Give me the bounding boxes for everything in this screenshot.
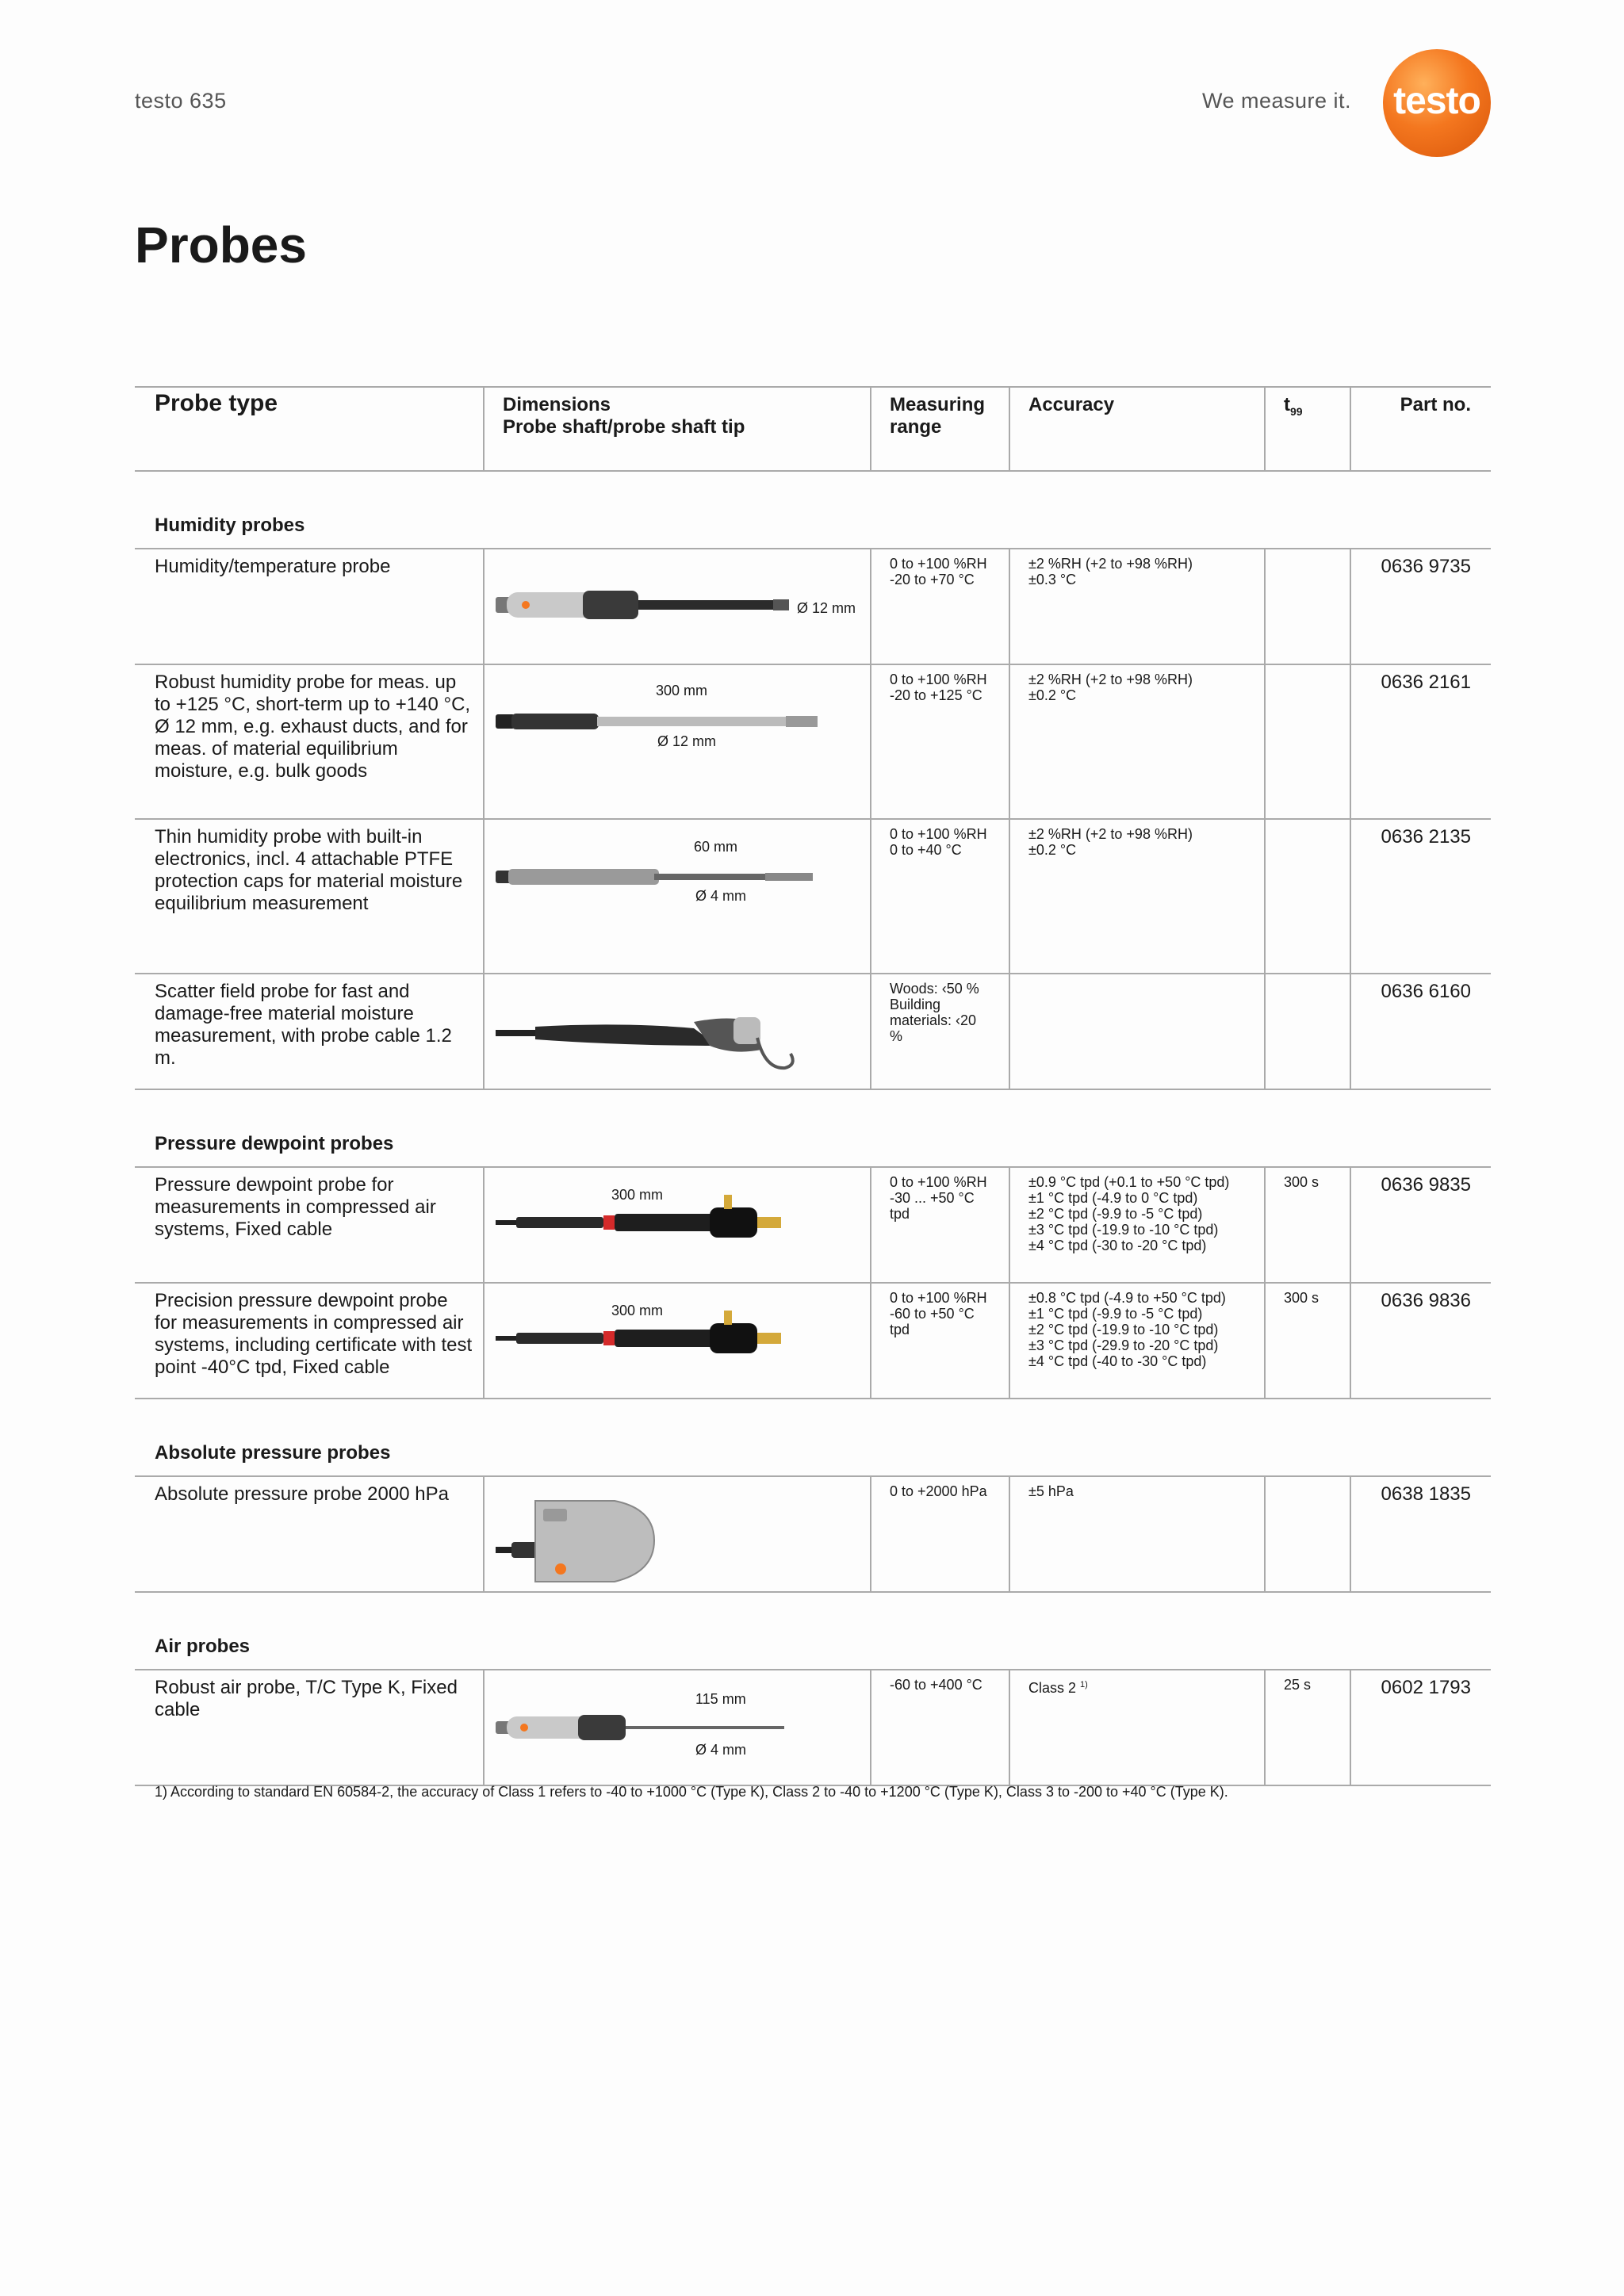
section-absolute-pressure	[135, 1399, 1491, 1476]
measuring-range: 0 to +100 %RH -20 to +70 °C	[871, 549, 1009, 664]
footnote-ref: 1)	[1080, 1680, 1088, 1689]
probe-image-cell	[484, 974, 871, 1089]
col-accuracy: Accuracy	[1009, 387, 1265, 471]
section-humidity	[135, 471, 1491, 549]
dimension-label: Ø 4 mm	[695, 1742, 747, 1758]
probe-type: Absolute pressure probe 2000 hPa	[135, 1476, 484, 1592]
accuracy: ±0.9 °C tpd (+0.1 to +50 °C tpd) ±1 °C tpd (-4.9 to 0 °C tpd) ±2 °C tpd (-9.9 to -5 °C tpd) ±3 °C tpd (-19.9 to -10 °C tpd) ±4 °C tpd (-30 to -20 °C tpd)	[1009, 1167, 1265, 1283]
measuring-range: Woods: ‹50 % Building materials: ‹20 %	[871, 974, 1009, 1089]
table-row	[135, 1670, 1491, 1785]
part-number: 0638 1835	[1350, 1476, 1491, 1592]
dimension-label: 300 mm	[611, 1187, 664, 1203]
table-header	[135, 387, 1491, 471]
precision-pressure-dewpoint-probe-image	[496, 1307, 813, 1363]
footnote: 1) According to standard EN 60584-2, the accuracy of Class 1 refers to -40 to +1000 °C (Type K), Class 2 to -40 to +1200 °C (Type K), Class 3 to -200 to +40 °C (Type K).	[155, 1784, 1228, 1800]
measuring-range: -60 to +400 °C	[871, 1670, 1009, 1785]
t99: 25 s	[1265, 1670, 1350, 1785]
slogan: We measure it.	[1202, 89, 1352, 113]
table-row	[135, 664, 1491, 819]
part-number: 0636 2161	[1350, 664, 1491, 819]
accuracy: ±0.8 °C tpd (-4.9 to +50 °C tpd) ±1 °C tpd (-9.9 to -5 °C tpd) ±2 °C tpd (-19.9 to -10 °C tpd) ±3 °C tpd (-29.9 to -20 °C tpd) ±4 °C tpd (-40 to -30 °C tpd)	[1009, 1283, 1265, 1399]
probe-image-cell	[484, 549, 871, 664]
accuracy: ±5 hPa	[1009, 1476, 1265, 1592]
accuracy: ±2 %RH (+2 to +98 %RH) ±0.2 °C	[1009, 664, 1265, 819]
accuracy: ±2 %RH (+2 to +98 %RH) ±0.2 °C	[1009, 819, 1265, 974]
measuring-range: 0 to +2000 hPa	[871, 1476, 1009, 1592]
probes-table	[135, 386, 1491, 1786]
col-probe-type: Probe type	[135, 387, 484, 471]
section-title: Air probes	[155, 1636, 251, 1657]
measuring-range: 0 to +100 %RH -20 to +125 °C	[871, 664, 1009, 819]
pressure-dewpoint-probe-image	[496, 1192, 813, 1247]
probe-image-cell	[484, 1283, 871, 1399]
table-row	[135, 1167, 1491, 1283]
robust-humidity-probe-image	[496, 710, 829, 733]
table-row	[135, 1283, 1491, 1399]
part-number: 0636 9836	[1350, 1283, 1491, 1399]
thin-humidity-probe-image	[496, 866, 821, 888]
table-row	[135, 549, 1491, 664]
section-title: Humidity probes	[155, 515, 305, 536]
col-dimensions: Dimensions Probe shaft/probe shaft tip	[484, 387, 871, 471]
section-pressure-dewpoint	[135, 1089, 1491, 1167]
probe-image-cell	[484, 1670, 871, 1785]
t99: 300 s	[1265, 1167, 1350, 1283]
section-air	[135, 1592, 1491, 1670]
product-name: testo 635	[135, 89, 227, 113]
absolute-pressure-probe-image	[496, 1493, 670, 1588]
part-number: 0636 9735	[1350, 549, 1491, 664]
dimension-label: Ø 12 mm	[797, 600, 856, 616]
accuracy: Class 2 $^{1)}$	[1009, 1670, 1265, 1785]
table-row	[135, 974, 1491, 1089]
t99	[1265, 1476, 1350, 1592]
probe-type: Pressure dewpoint probe for measurements in compressed air systems, Fixed cable	[135, 1167, 484, 1283]
part-number: 0636 2135	[1350, 819, 1491, 974]
part-number: 0636 9835	[1350, 1167, 1491, 1283]
t99	[1265, 664, 1350, 819]
table-row	[135, 1476, 1491, 1592]
dimension-label: 60 mm	[694, 839, 738, 855]
humidity-temperature-probe-image	[496, 587, 805, 622]
col-measuring-range: Measuring range	[871, 387, 1009, 471]
logo-text: testo	[1393, 79, 1480, 122]
accuracy	[1009, 974, 1265, 1089]
dimension-label: 300 mm	[656, 683, 708, 698]
measuring-range: 0 to +100 %RH -30 ... +50 °C tpd	[871, 1167, 1009, 1283]
section-title: Absolute pressure probes	[155, 1442, 391, 1464]
measuring-range: 0 to +100 %RH -60 to +50 °C tpd	[871, 1283, 1009, 1399]
dimension-label: Ø 12 mm	[657, 733, 717, 749]
dimension-label: Ø 4 mm	[695, 888, 747, 904]
col-t99: $t_{99}$	[1265, 387, 1350, 471]
t99	[1265, 974, 1350, 1089]
dimension-label: 115 mm	[695, 1691, 746, 1707]
part-number: 0636 6160	[1350, 974, 1491, 1089]
page-title: Probes	[135, 216, 307, 274]
probe-image-cell	[484, 664, 871, 819]
probe-image-cell	[484, 1167, 871, 1283]
probe-image-cell	[484, 1476, 871, 1592]
t99: 300 s	[1265, 1283, 1350, 1399]
probe-type: Robust air probe, T/C Type K, Fixed cable	[135, 1670, 484, 1785]
col-part-no: Part no.	[1350, 387, 1491, 471]
t99	[1265, 819, 1350, 974]
probe-type: Precision pressure dewpoint probe for measurements in compressed air systems, including certificate with test point -40°C tpd, Fixed cable	[135, 1283, 484, 1399]
testo-logo	[1383, 49, 1491, 157]
dimension-label: 300 mm	[611, 1303, 664, 1318]
robust-air-probe-image	[496, 1712, 797, 1743]
probe-type: Humidity/temperature probe	[135, 549, 484, 664]
scatter-field-probe-image	[496, 1006, 821, 1077]
probe-type: Robust humidity probe for meas. up to +125 °C, short-term up to +140 °C, Ø 12 mm, e.g. exhaust ducts, and for meas. of material equilibrium moisture, e.g. bulk goods	[135, 664, 484, 819]
section-title: Pressure dewpoint probes	[155, 1133, 394, 1154]
probe-type: Thin humidity probe with built-in electronics, incl. 4 attachable PTFE protection caps for material moisture equilibrium measurement	[135, 819, 484, 974]
part-number: 0602 1793	[1350, 1670, 1491, 1785]
t99	[1265, 549, 1350, 664]
measuring-range: 0 to +100 %RH 0 to +40 °C	[871, 819, 1009, 974]
probe-image-cell	[484, 819, 871, 974]
probe-type: Scatter field probe for fast and damage-free material moisture measurement, with probe cable 1.2 m.	[135, 974, 484, 1089]
table-row	[135, 819, 1491, 974]
accuracy: ±2 %RH (+2 to +98 %RH) ±0.3 °C	[1009, 549, 1265, 664]
